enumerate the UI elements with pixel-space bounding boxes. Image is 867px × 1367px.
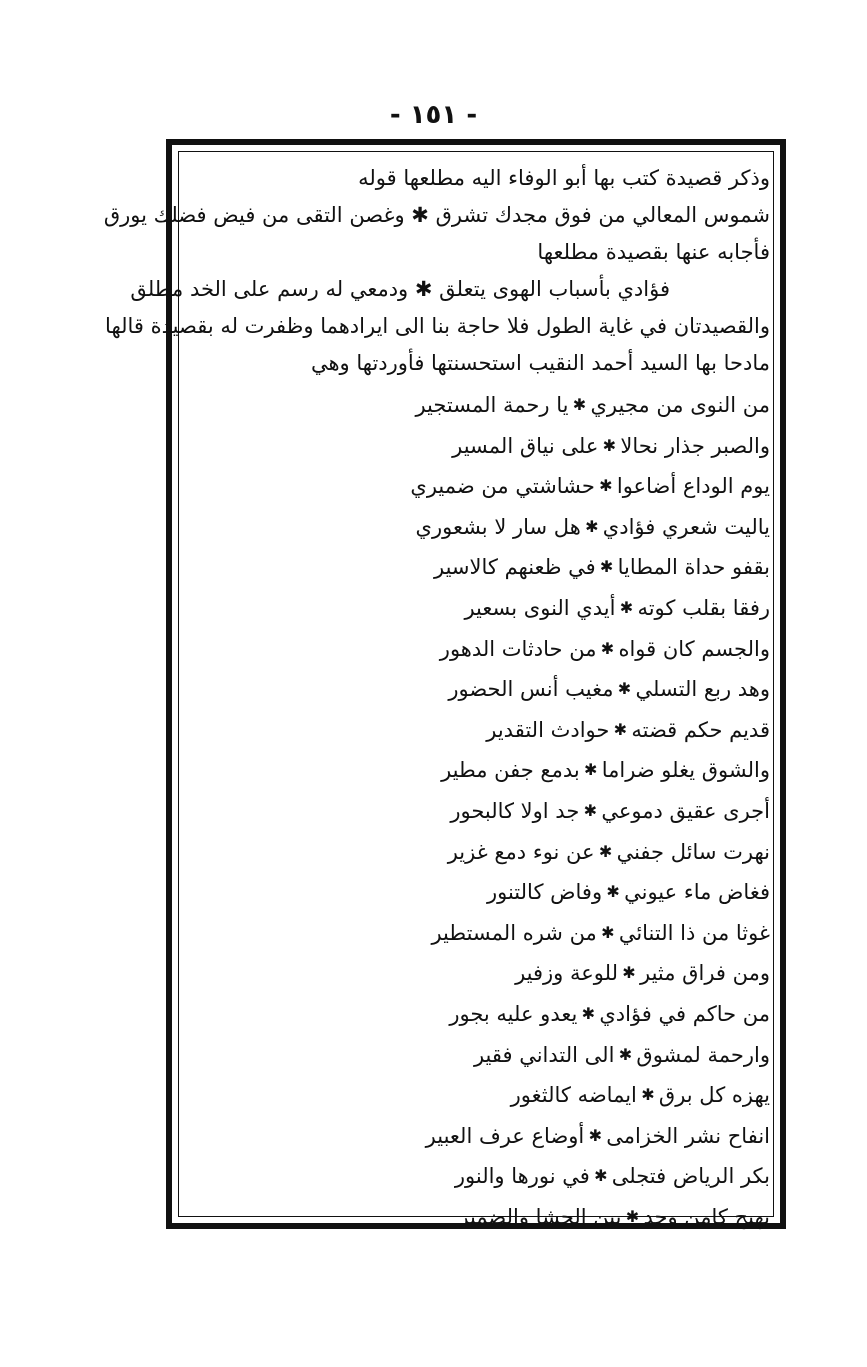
verse-line — [190, 1116, 770, 1157]
verse-line — [190, 466, 770, 507]
verse-first-hemistich: بقفو حداة المطايا — [617, 555, 770, 580]
verse-separator: ✱ — [622, 963, 636, 983]
verse-line — [190, 832, 770, 873]
verse-line — [190, 1197, 770, 1238]
verse-first-hemistich: والصبر جذار نحالا — [620, 433, 770, 458]
verse-first-hemistich: نهرت سائل جفني — [616, 839, 770, 864]
verse-second-hemistich: بين الحشا والضمير — [458, 1204, 622, 1229]
verse-second-hemistich: وفاض كالتنور — [486, 880, 603, 905]
verse-line — [190, 1075, 770, 1116]
verse-second-hemistich: عن نوء دمع غزير — [447, 839, 595, 864]
verse-line — [190, 588, 770, 629]
verse-second-hemistich: يعدو عليه بجور — [449, 1001, 578, 1026]
verse-second-hemistich: يا رحمة المستجير — [415, 393, 569, 417]
verse-separator: ✱ — [588, 1125, 602, 1145]
verse-second-hemistich: أوضاع عرف العبير — [425, 1123, 585, 1148]
verse-separator: ✱ — [606, 882, 620, 902]
verse-first-hemistich: يهيج كامن وجد — [643, 1204, 770, 1229]
verse-first-hemistich: رفقا بقلب كوته — [637, 595, 770, 620]
verse-separator: ✱ — [599, 476, 613, 496]
verse-separator: ✱ — [625, 1206, 640, 1226]
verse-separator: ✱ — [600, 638, 615, 658]
verse-first-hemistich: بكر الرياض فتجلى — [611, 1164, 770, 1189]
verse-separator: ✱ — [594, 1166, 608, 1186]
verse-line — [190, 872, 770, 913]
verse-first-hemistich: وهد ربع التسلي — [635, 677, 770, 702]
verse-first-hemistich: ومن فراق مثير — [640, 961, 770, 986]
verse-first-hemistich: والشوق يغلو ضراما — [601, 758, 770, 783]
verse-separator: ✱ — [584, 760, 598, 780]
prose-line: شموس المعالي من فوق مجدك تشرق ✱ وغصن التقى من فيض فضلك يورق — [103, 203, 770, 227]
verse-line — [190, 994, 770, 1035]
verse-second-hemistich: من شره المستطير — [431, 920, 597, 945]
page-content — [103, 160, 770, 1237]
verse-first-hemistich: من حاكم في فؤادي — [599, 1001, 770, 1026]
verse-second-hemistich: هل سار لا بشعوري — [415, 514, 581, 539]
verse-second-hemistich: الى التداني فقير — [473, 1042, 615, 1067]
prose-line: مادحا بها السيد أحمد النقيب استحسنتها فأوردتها وهي — [310, 351, 770, 375]
verse-second-hemistich: حوادث التقدير — [486, 717, 610, 742]
page-number: - ١٥١ - — [389, 100, 478, 130]
verse-line — [190, 953, 770, 994]
verse-first-hemistich: وارحمة لمشوق — [636, 1042, 770, 1067]
verse-second-hemistich: في ظعنهم كالاسير — [434, 555, 596, 580]
verse-line — [190, 385, 770, 426]
poem — [190, 385, 770, 1237]
verse-separator: ✱ — [572, 395, 587, 414]
verse-separator: ✱ — [599, 557, 614, 577]
verse-second-hemistich: من حادثات الدهور — [439, 636, 597, 661]
verse-first-hemistich: غوثا من ذا التنائي — [618, 920, 770, 945]
verse-line — [190, 629, 770, 670]
verse-line — [190, 1156, 770, 1197]
prose-line: وذكر قصيدة كتب بها أبو الوفاء اليه مطلعها قوله — [358, 166, 770, 190]
verse-first-hemistich: من النوى من مجيري — [590, 393, 770, 417]
verse-first-hemistich: والجسم كان قواه — [618, 636, 770, 661]
verse-line — [190, 791, 770, 832]
verse-separator: ✱ — [619, 597, 634, 617]
verse-first-hemistich: يهزه كل برق — [658, 1083, 770, 1108]
verse-line — [190, 750, 770, 791]
verse-second-hemistich: حشاشتي من ضميري — [410, 474, 595, 499]
verse-first-hemistich: انفاح نشر الخزامى — [606, 1123, 770, 1148]
verse-second-hemistich: جد اولا كالبحور — [450, 798, 580, 823]
verse-separator: ✱ — [598, 841, 613, 861]
verse-line — [190, 426, 770, 467]
verse-first-hemistich: يوم الوداع أضاعوا — [616, 474, 770, 499]
verse-separator: ✱ — [618, 1044, 633, 1064]
verse-separator: ✱ — [641, 1085, 655, 1105]
verse-first-hemistich: أجرى عقيق دموعي — [601, 798, 770, 823]
prose-line: والقصيدتان في غاية الطول فلا حاجة بنا الى ايرادهما وظفرت له بقصيدة قالها — [105, 314, 770, 338]
verse-separator: ✱ — [585, 516, 599, 536]
verse-line — [190, 710, 770, 751]
verse-second-hemistich: مغيب أنس الحضور — [448, 677, 614, 702]
verse-line — [190, 1035, 770, 1076]
verse-line — [190, 913, 770, 954]
verse-separator: ✱ — [581, 1003, 596, 1023]
verse-separator: ✱ — [583, 800, 598, 820]
verse-first-hemistich: فغاض ماء عيوني — [624, 880, 770, 905]
verse-line — [190, 669, 770, 710]
prose-line: فؤادي بأسباب الهوى يتعلق ✱ ودمعي له رسم على الخد مطلق — [130, 277, 670, 301]
verse-separator: ✱ — [617, 679, 632, 699]
verse-first-hemistich: قديم حكم قضته — [631, 717, 770, 742]
prose-line: فأجابه عنها بقصيدة مطلعها — [537, 240, 770, 264]
verse-second-hemistich: ايماضه كالثغور — [510, 1083, 637, 1108]
verse-second-hemistich: بدمع جفن مطير — [441, 758, 580, 783]
verse-second-hemistich: أيدي النوى بسعير — [464, 595, 616, 620]
verse-separator: ✱ — [602, 435, 617, 455]
verse-first-hemistich: ياليت شعري فؤادي — [602, 514, 770, 539]
verse-separator: ✱ — [613, 719, 628, 739]
verse-second-hemistich: للوعة وزفير — [515, 961, 618, 986]
verse-separator: ✱ — [601, 922, 615, 942]
verse-second-hemistich: في نورها والنور — [454, 1164, 590, 1189]
verse-line — [190, 507, 770, 548]
verse-line — [190, 547, 770, 588]
verse-second-hemistich: على نياق المسير — [452, 433, 599, 458]
